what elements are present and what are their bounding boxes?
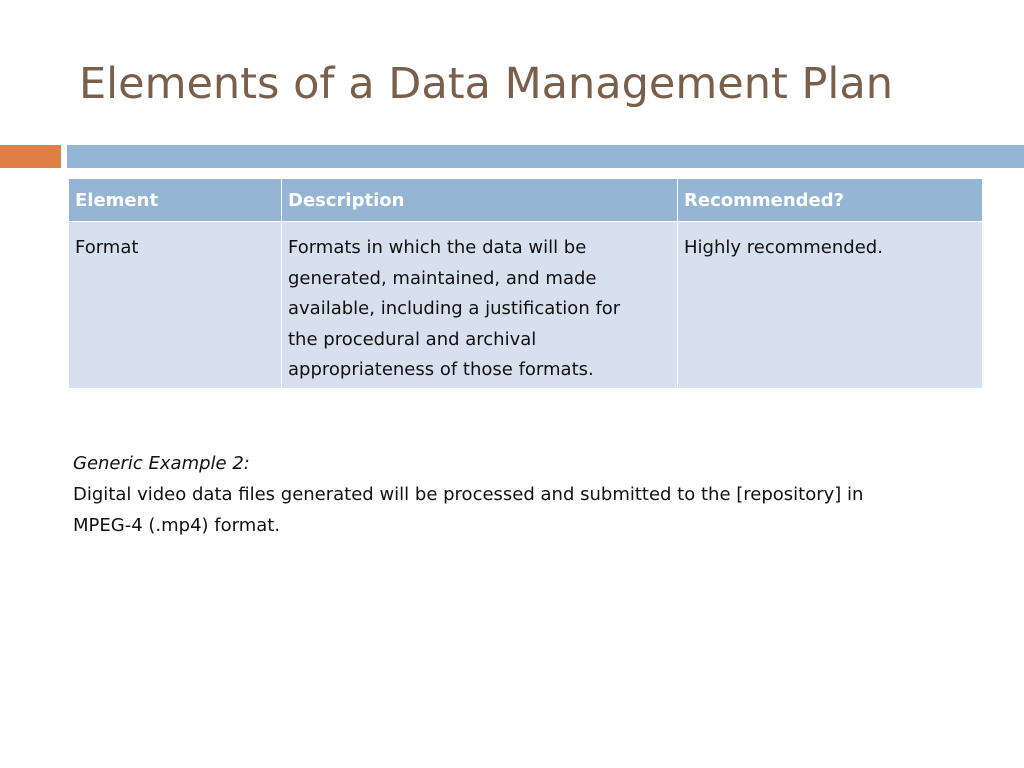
example-heading: Generic Example 2: bbox=[73, 453, 250, 474]
cell-element bbox=[69, 222, 282, 389]
example-block bbox=[73, 448, 993, 541]
header-element: Element bbox=[69, 179, 282, 222]
cell-element-text: Format bbox=[75, 237, 139, 258]
description-line: the procedural and archival bbox=[288, 328, 537, 350]
description-line: available, including a justification for bbox=[288, 298, 621, 319]
slide-title: Elements of a Data Management Plan bbox=[79, 59, 893, 109]
cell-description bbox=[282, 222, 678, 389]
description-line: generated, maintained, and made bbox=[288, 267, 597, 289]
blue-accent-bar bbox=[67, 145, 1024, 168]
description-line: Formats in which the data will be bbox=[288, 237, 587, 258]
example-body-line: Digital video data files generated will be processed and submitted to the [repository] in bbox=[73, 484, 864, 505]
table-header-row bbox=[69, 179, 983, 222]
orange-accent-bar bbox=[0, 145, 61, 168]
example-body-line: MPEG-4 (.mp4) format. bbox=[73, 515, 281, 536]
description-line: appropriateness of those formats. bbox=[288, 359, 594, 380]
elements-table bbox=[68, 178, 983, 389]
header-description: Description bbox=[282, 179, 678, 222]
table-row bbox=[69, 222, 983, 389]
cell-recommended bbox=[678, 222, 983, 389]
header-recommended: Recommended? bbox=[678, 179, 983, 222]
cell-recommended-text: Highly recommended. bbox=[684, 237, 883, 258]
